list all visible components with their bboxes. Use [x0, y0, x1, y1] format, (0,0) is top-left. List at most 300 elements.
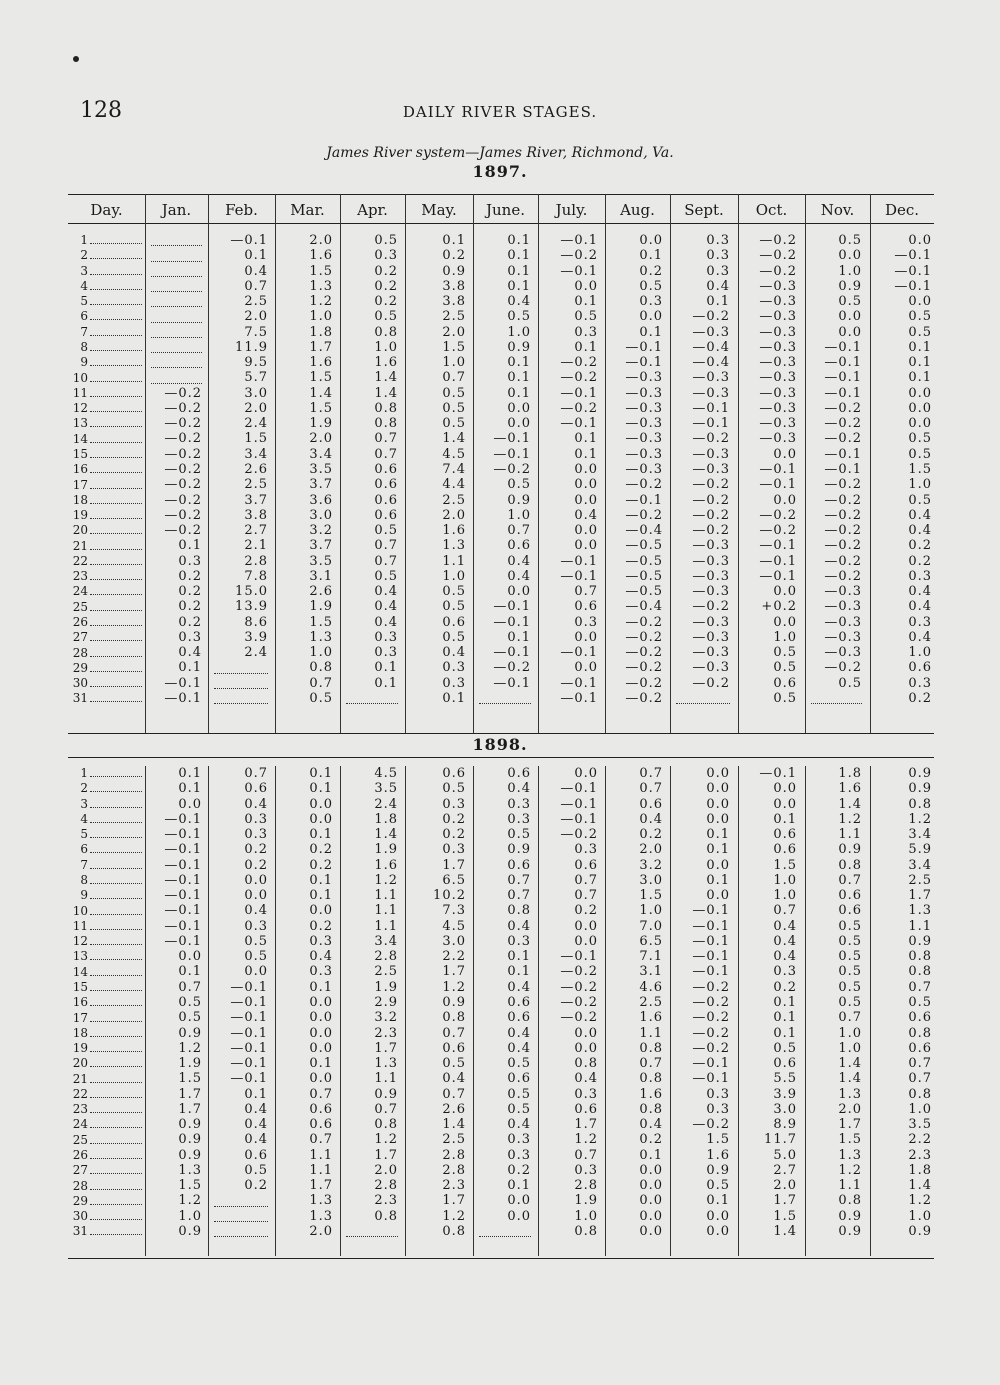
- stage-value: 8.6: [244, 614, 268, 630]
- stage-value: —0.1: [230, 979, 268, 995]
- stage-value: 0.2: [639, 827, 663, 843]
- day-row: [70, 554, 142, 569]
- stage-value: 2.0: [639, 842, 663, 858]
- stage-value: 0.5: [838, 949, 862, 965]
- day-row: [70, 600, 142, 615]
- stage-value: 0.0: [706, 1223, 730, 1239]
- leader-dots: [90, 1117, 142, 1128]
- header-feb: Feb.: [225, 201, 258, 219]
- empty-cell: [147, 294, 202, 309]
- stage-value: —0.3: [759, 294, 797, 310]
- stage-value: 1.0: [442, 355, 466, 371]
- leader-dots: [90, 355, 142, 366]
- stage-value: 0.0: [574, 629, 598, 645]
- stage-value: 1.4: [908, 1178, 932, 1194]
- leader-dots: [90, 523, 142, 534]
- stage-value: 2.8: [374, 1178, 398, 1194]
- stage-value: —0.1: [164, 811, 202, 827]
- stage-value: 0.9: [838, 842, 862, 858]
- stage-value: 0.5: [442, 599, 466, 615]
- stage-value: 5.7: [244, 370, 268, 386]
- day-number: 15: [72, 446, 88, 461]
- stage-value: 1.9: [574, 1193, 598, 1209]
- day-number: 1: [80, 233, 88, 247]
- stage-value: 1.0: [639, 903, 663, 919]
- stage-value: —0.2: [824, 492, 862, 508]
- leader-dots: [90, 462, 142, 473]
- stage-value: 0.0: [574, 477, 598, 493]
- stage-value: —0.1: [164, 690, 202, 706]
- stage-value: 15.0: [235, 584, 268, 600]
- stage-value: 0.2: [442, 811, 466, 827]
- stage-value: —0.1: [230, 1071, 268, 1087]
- stage-value: 1.1: [838, 1178, 862, 1194]
- stage-value: 0.9: [706, 1162, 730, 1178]
- stage-value: 0.7: [507, 523, 531, 539]
- stage-value: —0.1: [625, 355, 663, 371]
- stage-value: 3.5: [309, 461, 333, 477]
- stage-value: 0.4: [244, 1117, 268, 1133]
- leader-dots: [90, 584, 142, 595]
- day-row: [70, 1026, 142, 1041]
- day-row: [70, 904, 142, 919]
- stage-value: —0.2: [692, 979, 730, 995]
- stage-value: 0.4: [244, 1101, 268, 1117]
- stage-value: 0.8: [507, 903, 531, 919]
- stage-value: 0.1: [507, 629, 531, 645]
- empty-cell: [342, 691, 398, 706]
- stage-value: 0.0: [908, 385, 932, 401]
- stage-value: —0.2: [759, 248, 797, 264]
- stage-value: 0.8: [574, 1223, 598, 1239]
- stage-value: 1.5: [178, 1071, 202, 1087]
- day-number: 4: [80, 811, 88, 826]
- stage-value: 0.3: [244, 827, 268, 843]
- stage-value: —0.1: [560, 233, 598, 248]
- day-row: [70, 340, 142, 355]
- day-row: [70, 1117, 142, 1132]
- stage-value: 1.0: [838, 1025, 862, 1041]
- column-divider: [738, 766, 739, 1256]
- stage-value: —0.2: [692, 1025, 730, 1041]
- column-may-1898: [407, 766, 466, 1239]
- stage-value: 0.6: [574, 1101, 598, 1117]
- column-oct-1897: [740, 233, 797, 706]
- stage-value: 0.2: [908, 553, 932, 569]
- stage-value: 0.2: [178, 584, 202, 600]
- day-number: 13: [72, 949, 88, 964]
- stage-value: 0.4: [639, 1117, 663, 1133]
- day-row: [70, 919, 142, 934]
- stage-value: 0.7: [773, 903, 797, 919]
- stage-value: 0.9: [178, 1132, 202, 1148]
- stage-value: 0.0: [574, 660, 598, 676]
- stage-value: 0.1: [507, 278, 531, 294]
- column-feb-1897: [210, 233, 268, 706]
- stage-value: —0.2: [164, 416, 202, 432]
- stage-value: —0.1: [560, 949, 598, 965]
- stage-value: 0.5: [178, 1010, 202, 1026]
- stage-value: 0.4: [374, 599, 398, 615]
- stage-value: 1.0: [374, 339, 398, 355]
- stage-value: 0.0: [309, 811, 333, 827]
- day-row: [70, 416, 142, 431]
- stage-value: 1.3: [178, 1162, 202, 1178]
- stage-value: 1.5: [908, 461, 932, 477]
- stage-value: 0.7: [374, 553, 398, 569]
- stage-value: 7.8: [244, 568, 268, 584]
- stage-value: 0.0: [639, 1178, 663, 1194]
- stage-value: —0.2: [692, 477, 730, 493]
- stage-value: 0.1: [706, 827, 730, 843]
- stage-value: 0.2: [374, 278, 398, 294]
- leader-dots: [90, 646, 142, 657]
- stage-value: 1.0: [507, 507, 531, 523]
- stage-value: 0.2: [574, 903, 598, 919]
- stage-value: —0.2: [625, 660, 663, 676]
- stage-value: —0.3: [824, 629, 862, 645]
- stage-value: 0.1: [773, 994, 797, 1010]
- stage-value: 1.7: [773, 1193, 797, 1209]
- stage-value: 0.5: [706, 1178, 730, 1194]
- stage-value: —0.1: [824, 385, 862, 401]
- stage-value: 3.7: [244, 492, 268, 508]
- stage-value: 0.7: [639, 781, 663, 797]
- stage-value: 0.4: [507, 553, 531, 569]
- stage-value: 1.5: [309, 400, 333, 416]
- stage-value: 0.7: [908, 979, 932, 995]
- stage-value: 0.0: [574, 933, 598, 949]
- stage-value: 1.3: [309, 1193, 333, 1209]
- stage-value: 0.2: [908, 538, 932, 554]
- stage-value: 2.7: [773, 1162, 797, 1178]
- day-number: 14: [72, 431, 88, 446]
- stage-value: 0.8: [908, 1086, 932, 1102]
- stage-value: 0.7: [374, 538, 398, 554]
- day-number: 20: [72, 1056, 88, 1071]
- stage-value: 0.6: [442, 614, 466, 630]
- stage-value: 5.0: [773, 1147, 797, 1163]
- day-row: [70, 309, 142, 324]
- stage-value: 1.7: [838, 1117, 862, 1133]
- stage-value: —0.3: [759, 324, 797, 340]
- stage-value: 0.0: [838, 324, 862, 340]
- day-row: [70, 462, 142, 477]
- stage-value: —0.1: [164, 918, 202, 934]
- stage-value: 0.4: [507, 1040, 531, 1056]
- stage-value: 0.4: [706, 278, 730, 294]
- stage-value: 0.0: [706, 766, 730, 781]
- stage-value: 1.7: [442, 857, 466, 873]
- leader-dots: [90, 858, 142, 869]
- stage-value: 0.3: [442, 660, 466, 676]
- stage-value: —0.2: [560, 1010, 598, 1026]
- stage-value: 7.5: [244, 324, 268, 340]
- stage-value: 1.2: [309, 294, 333, 310]
- stage-value: 0.4: [908, 584, 932, 600]
- stage-value: 0.9: [908, 1223, 932, 1239]
- stage-value: —0.1: [164, 857, 202, 873]
- stage-value: 0.2: [639, 1132, 663, 1148]
- stage-value: —0.2: [625, 675, 663, 691]
- stage-value: 0.8: [374, 416, 398, 432]
- stage-value: 0.5: [507, 477, 531, 493]
- stage-value: —0.3: [824, 599, 862, 615]
- stage-value: 0.7: [838, 872, 862, 888]
- stage-value: 4.6: [639, 979, 663, 995]
- leader-dots: [90, 919, 142, 930]
- stage-value: 0.2: [442, 248, 466, 264]
- stage-value: —0.2: [560, 370, 598, 386]
- column-divider: [340, 194, 341, 733]
- stage-value: 3.8: [442, 278, 466, 294]
- stage-value: 1.6: [838, 781, 862, 797]
- empty-cell: [147, 233, 202, 248]
- stage-value: 0.3: [507, 1147, 531, 1163]
- stage-value: 3.4: [908, 827, 932, 843]
- stage-value: —0.2: [824, 523, 862, 539]
- column-may-1897: [407, 233, 466, 706]
- stage-value: 1.5: [178, 1178, 202, 1194]
- day-row: [70, 1148, 142, 1163]
- stage-value: 3.5: [309, 553, 333, 569]
- stage-value: —0.2: [692, 1117, 730, 1133]
- stage-value: 0.0: [574, 1025, 598, 1041]
- stage-value: 1.7: [178, 1101, 202, 1117]
- stage-value: 1.5: [309, 614, 333, 630]
- day-number: 20: [72, 523, 88, 538]
- leader-dots: [90, 1179, 142, 1190]
- stage-value: —0.2: [164, 385, 202, 401]
- stage-value: 1.2: [838, 1162, 862, 1178]
- stage-value: 0.5: [908, 492, 932, 508]
- leader-dots: [90, 980, 142, 991]
- leader-dots: [90, 797, 142, 808]
- stage-value: 1.2: [442, 1208, 466, 1224]
- leader-dots: [90, 539, 142, 550]
- stage-value: 0.3: [507, 811, 531, 827]
- day-row: [70, 646, 142, 661]
- stage-value: 0.5: [309, 690, 333, 706]
- stage-value: 0.9: [838, 1208, 862, 1224]
- header-july: July.: [555, 201, 588, 219]
- empty-cell: [672, 691, 730, 706]
- stage-value: 0.8: [639, 1071, 663, 1087]
- stage-value: —0.2: [164, 492, 202, 508]
- leader-dots: [90, 661, 142, 672]
- leader-dots: [90, 1072, 142, 1083]
- stage-value: 0.1: [908, 370, 932, 386]
- leader-dots: [90, 827, 142, 838]
- stage-value: 0.2: [244, 1178, 268, 1194]
- stage-value: 0.5: [838, 994, 862, 1010]
- column-divider: [538, 766, 539, 1256]
- stage-value: 1.1: [309, 1162, 333, 1178]
- stage-value: —0.1: [824, 370, 862, 386]
- stage-value: 0.0: [244, 888, 268, 904]
- stage-value: 0.1: [507, 1178, 531, 1194]
- day-row: [70, 630, 142, 645]
- stage-value: 1.5: [309, 263, 333, 279]
- stage-value: 0.9: [374, 1086, 398, 1102]
- stage-value: 0.3: [178, 553, 202, 569]
- stage-value: —0.2: [560, 248, 598, 264]
- leader-dots: [90, 1026, 142, 1037]
- stage-value: 0.5: [374, 309, 398, 325]
- stage-value: 0.3: [574, 614, 598, 630]
- stage-value: 3.0: [442, 933, 466, 949]
- stage-value: 0.1: [178, 766, 202, 781]
- day-number: 12: [72, 401, 88, 416]
- stage-value: 1.1: [838, 827, 862, 843]
- column-divider: [145, 766, 146, 1256]
- stage-value: 2.5: [908, 872, 932, 888]
- stage-value: —0.2: [625, 690, 663, 706]
- column-divider: [473, 766, 474, 1256]
- stage-value: 2.8: [244, 553, 268, 569]
- stage-value: 0.4: [244, 1132, 268, 1148]
- stage-value: 1.8: [908, 1162, 932, 1178]
- day-number: 31: [72, 691, 88, 706]
- day-number: 18: [72, 492, 88, 507]
- stage-value: 0.4: [908, 599, 932, 615]
- stage-value: —0.1: [759, 766, 797, 781]
- stage-value: 2.2: [908, 1132, 932, 1148]
- leader-dots: [90, 676, 142, 687]
- stage-value: 2.5: [244, 477, 268, 493]
- column-sept-1898: [672, 766, 730, 1239]
- stage-value: 0.8: [374, 1208, 398, 1224]
- stage-value: —0.1: [692, 1071, 730, 1087]
- stage-value: 1.4: [442, 431, 466, 447]
- stage-value: —0.2: [824, 416, 862, 432]
- stage-value: 0.0: [507, 1193, 531, 1209]
- empty-cell: [147, 370, 202, 385]
- stage-value: 0.6: [244, 1147, 268, 1163]
- stage-value: 0.5: [442, 1056, 466, 1072]
- day-number: 7: [80, 324, 88, 339]
- stage-value: —0.1: [493, 645, 531, 661]
- stage-value: 0.8: [574, 1056, 598, 1072]
- stage-value: 0.0: [773, 446, 797, 462]
- stage-value: —0.3: [692, 461, 730, 477]
- stage-value: —0.2: [625, 614, 663, 630]
- day-number: 22: [72, 1086, 88, 1101]
- column-mar-1897: [277, 233, 333, 706]
- stage-value: —0.1: [759, 461, 797, 477]
- stage-value: —0.2: [560, 994, 598, 1010]
- stage-value: 1.9: [374, 979, 398, 995]
- column-divider: [405, 766, 406, 1256]
- empty-cell: [210, 1224, 268, 1239]
- day-row: [70, 248, 142, 263]
- stage-value: —0.1: [230, 1010, 268, 1026]
- empty-cell: [147, 309, 202, 324]
- stage-value: 0.4: [908, 629, 932, 645]
- stage-value: 1.3: [838, 1086, 862, 1102]
- empty-cell: [147, 325, 202, 340]
- stage-value: 0.6: [507, 538, 531, 554]
- day-number: 12: [72, 934, 88, 949]
- stage-value: 0.3: [507, 796, 531, 812]
- stage-value: 0.4: [507, 979, 531, 995]
- empty-cell: [210, 1193, 268, 1208]
- stage-value: 0.6: [374, 492, 398, 508]
- stage-value: 0.1: [773, 1025, 797, 1041]
- stage-value: 1.2: [442, 979, 466, 995]
- day-number: 2: [80, 248, 88, 263]
- stage-value: —0.2: [164, 523, 202, 539]
- stage-value: —0.1: [560, 796, 598, 812]
- stage-value: —0.1: [759, 538, 797, 554]
- stage-value: 3.8: [442, 294, 466, 310]
- stage-value: 0.8: [374, 400, 398, 416]
- stage-value: 0.7: [309, 675, 333, 691]
- stage-value: 1.0: [178, 1208, 202, 1224]
- day-row: [70, 294, 142, 309]
- day-number: 24: [72, 1117, 88, 1132]
- stage-value: 0.6: [639, 796, 663, 812]
- stage-value: 0.6: [442, 1040, 466, 1056]
- stage-value: 1.0: [309, 645, 333, 661]
- stage-value: 1.1: [374, 1071, 398, 1087]
- leader-dots: [90, 371, 142, 382]
- stage-value: 2.0: [244, 309, 268, 325]
- stage-value: 0.1: [309, 872, 333, 888]
- stage-value: 11.9: [235, 339, 268, 355]
- day-number: 29: [72, 1193, 88, 1208]
- stage-value: 0.7: [244, 278, 268, 294]
- stage-value: 1.1: [374, 918, 398, 934]
- stage-value: —0.1: [560, 385, 598, 401]
- stage-value: 0.4: [507, 781, 531, 797]
- header-apr: Apr.: [357, 201, 388, 219]
- leader-dots: [90, 873, 142, 884]
- stage-value: 0.5: [908, 324, 932, 340]
- leader-dots: [90, 600, 142, 611]
- stage-value: 1.4: [442, 1117, 466, 1133]
- day-number: 15: [72, 979, 88, 994]
- stage-value: 0.6: [908, 660, 932, 676]
- stage-value: 3.1: [309, 568, 333, 584]
- stage-value: —0.2: [560, 827, 598, 843]
- stage-value: 0.1: [574, 339, 598, 355]
- stage-value: 3.0: [773, 1101, 797, 1117]
- stage-value: 0.2: [309, 918, 333, 934]
- stage-value: —0.5: [625, 553, 663, 569]
- stage-value: 2.1: [244, 538, 268, 554]
- stage-value: 2.8: [442, 1162, 466, 1178]
- stage-value: —0.1: [824, 461, 862, 477]
- stage-value: 0.1: [507, 263, 531, 279]
- stage-value: —0.3: [759, 370, 797, 386]
- stage-value: 0.1: [309, 781, 333, 797]
- stage-value: —0.1: [560, 781, 598, 797]
- stage-value: 0.1: [507, 233, 531, 248]
- stage-value: 0.7: [309, 1086, 333, 1102]
- column-divider: [870, 194, 871, 733]
- stage-value: 0.1: [244, 248, 268, 264]
- stage-value: 0.9: [178, 1147, 202, 1163]
- day-number: 5: [80, 827, 88, 842]
- leader-dots: [90, 1148, 142, 1159]
- stage-value: 0.3: [374, 645, 398, 661]
- stage-value: 1.0: [442, 568, 466, 584]
- stage-value: 2.8: [574, 1178, 598, 1194]
- stage-value: 0.8: [838, 857, 862, 873]
- stage-value: 0.3: [507, 933, 531, 949]
- stage-value: 0.3: [309, 933, 333, 949]
